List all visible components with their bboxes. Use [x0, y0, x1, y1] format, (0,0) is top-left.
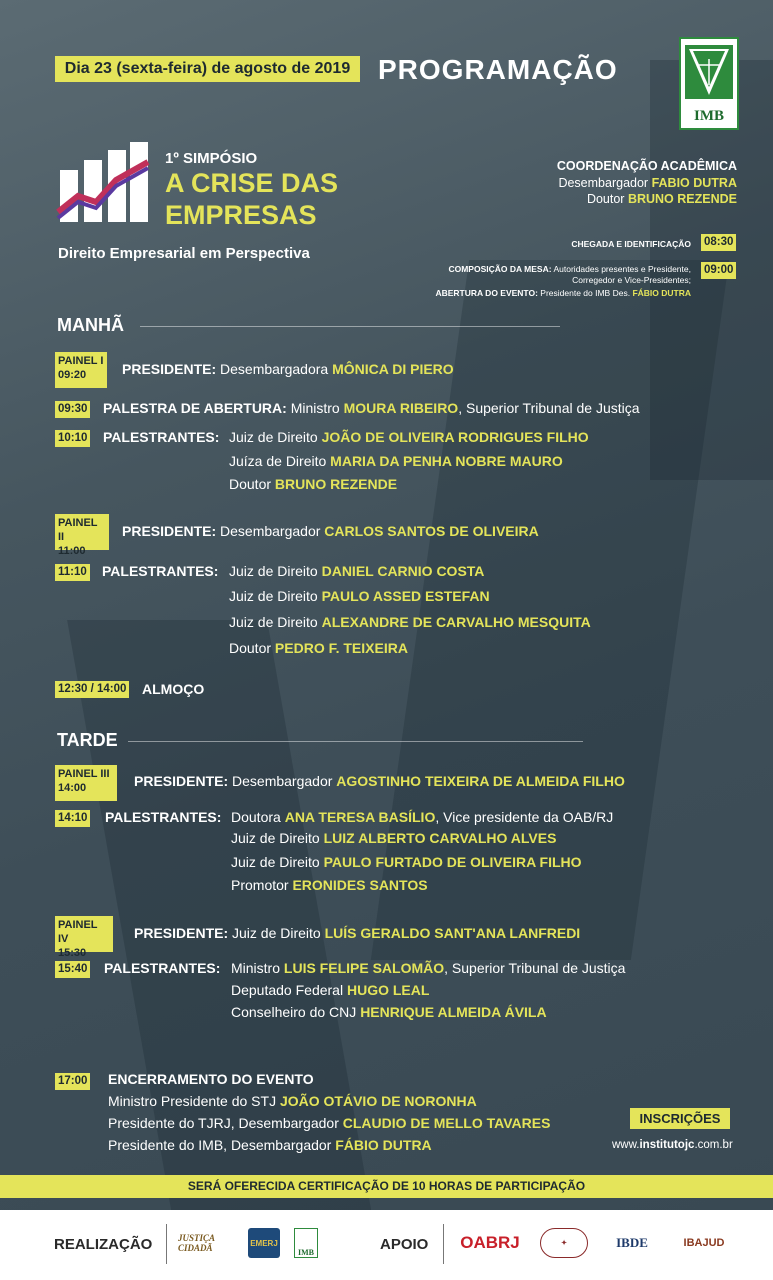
lunch-row	[142, 681, 204, 697]
row-label: ENCERRAMENTO DO EVENTO	[108, 1071, 314, 1087]
row-role: Juiz de Direito	[229, 563, 318, 579]
mesa-composition	[448, 264, 691, 286]
symposium-logo-icon	[56, 140, 151, 232]
opening-label: ABERTURA DO EVENTO:	[435, 288, 538, 298]
row-label: PALESTRANTES:	[105, 809, 222, 825]
panel-badge	[55, 916, 113, 959]
panel-badge-label: PAINEL II	[58, 517, 98, 543]
ibde-logo: IBDE	[616, 1235, 648, 1250]
speaker-row	[229, 588, 490, 604]
speaker-row	[231, 854, 582, 870]
row-role: Doutor	[229, 640, 272, 656]
panel-badge-time: 11:00	[58, 545, 86, 557]
coordination-name: BRUNO REZENDE	[627, 192, 737, 206]
event-subtitle: Direito Empresarial em Perspectiva	[58, 245, 310, 262]
arrival-time-badge: 08:30	[701, 234, 736, 251]
link-suffix: .com.br	[694, 1139, 733, 1151]
row-name: ANA TERESA BASÍLIO	[284, 809, 436, 825]
row-label: PALESTRANTES:	[102, 563, 219, 579]
row-label: PRESIDENTE:	[122, 523, 217, 539]
speaker-row	[231, 982, 429, 998]
row-role: Doutor	[229, 476, 272, 492]
row-name: PAULO FURTADO DE OLIVEIRA FILHO	[323, 854, 582, 870]
row-suffix: , Vice presidente da OAB/RJ	[435, 809, 614, 825]
row-role: Ministro Presidente do STJ	[108, 1093, 277, 1109]
emerj-logo: EMERJ	[248, 1228, 280, 1258]
row-name: FÁBIO DUTRA	[335, 1137, 432, 1153]
section-morning: MANHÃ	[57, 315, 124, 335]
coordination-role: Doutor	[586, 192, 625, 206]
panel-badge-label: PAINEL I	[58, 355, 104, 367]
row-label: PRESIDENTE:	[134, 773, 229, 789]
row-name: HENRIQUE ALMEIDA ÁVILA	[360, 1004, 547, 1020]
row-label: ALMOÇO	[142, 681, 205, 697]
row-role: Presidente do TJRJ, Desembargador	[108, 1115, 339, 1131]
speaker-row	[231, 809, 613, 825]
panel-president-row	[122, 523, 539, 539]
row-name: MOURA RIBEIRO	[343, 400, 459, 416]
mesa-text: Autoridades presentes e Presidente,	[553, 264, 691, 274]
row-label: PALESTRA DE ABERTURA:	[103, 400, 287, 416]
panel-badge-time: 14:00	[58, 782, 87, 794]
row-name: JOÃO DE OLIVEIRA RODRIGUES FILHO	[321, 429, 589, 445]
section-divider	[128, 741, 583, 742]
coordination-title: COORDENAÇÃO ACADÊMICA	[556, 159, 737, 173]
row-role: Ministro	[231, 960, 281, 976]
imb-logo	[679, 37, 739, 130]
row-role: Doutora	[231, 809, 281, 825]
speaker-row	[231, 877, 428, 893]
row-role: Juiz de Direito	[229, 614, 318, 630]
oabrj-logo: OABRJ	[460, 1233, 520, 1252]
speaker-row	[231, 960, 625, 976]
speakers-label	[104, 960, 220, 976]
realizacao-label: REALIZAÇÃO	[54, 1236, 153, 1253]
row-name: MARIA DA PENHA NOBRE MAURO	[330, 453, 563, 469]
row-role: Juiz de Direito	[229, 429, 318, 445]
row-name: PEDRO F. TEIXEIRA	[274, 640, 408, 656]
row-role: Juiz de Direito	[231, 830, 320, 846]
opening-event	[435, 288, 691, 299]
row-role: Desembargadora	[220, 361, 329, 377]
speaker-row	[229, 640, 408, 656]
row-label: PRESIDENTE:	[134, 925, 229, 941]
time-badge: 09:30	[55, 401, 90, 418]
apoio-label: APOIO	[380, 1236, 429, 1253]
speakers-label	[105, 809, 221, 825]
panel-badge-label: PAINEL III	[58, 768, 110, 780]
row-role: Conselheiro do CNJ	[231, 1004, 357, 1020]
closing-row	[108, 1115, 550, 1131]
time-badge: 17:00	[55, 1073, 90, 1090]
row-role: Ministro	[290, 400, 340, 416]
row-name: AGOSTINHO TEIXEIRA DE ALMEIDA FILHO	[336, 773, 625, 789]
panel-president-row	[134, 773, 625, 789]
speaker-row	[229, 476, 397, 492]
row-role: Juíza de Direito	[229, 453, 327, 469]
imb-footer-logo: IMB	[294, 1228, 318, 1258]
sponsors-footer	[0, 1210, 773, 1280]
event-title-line2: EMPRESAS	[165, 200, 317, 230]
row-name: JOÃO OTÁVIO DE NORONHA	[279, 1093, 477, 1109]
time-badge: 12:30 / 14:00	[55, 681, 129, 698]
row-role: Desembargador	[232, 773, 333, 789]
row-role: Juiz de Direito	[229, 588, 318, 604]
row-name: LUIZ ALBERTO CARVALHO ALVES	[323, 830, 557, 846]
closing-row	[108, 1137, 432, 1153]
row-name: PAULO ASSED ESTEFAN	[321, 588, 490, 604]
row-role: Juiz de Direito	[232, 925, 321, 941]
arrival-label: CHEGADA E IDENTIFICAÇÃO	[571, 239, 691, 249]
speakers-label	[103, 429, 219, 445]
speaker-row	[229, 453, 563, 469]
row-role: Promotor	[231, 877, 289, 893]
imb-logo-text: IMB	[694, 108, 724, 124]
time-badge: 15:40	[55, 961, 90, 978]
time-badge: 11:10	[55, 564, 90, 581]
row-suffix: , Superior Tribunal de Justiça	[444, 960, 626, 976]
row-name: CARLOS SANTOS DE OLIVEIRA	[324, 523, 539, 539]
seal-logo-icon: ✦	[540, 1228, 588, 1258]
row-role: Desembargador	[220, 523, 321, 539]
row-label: PALESTRANTES:	[103, 429, 220, 445]
opening-text: Presidente do IMB Des.	[540, 288, 631, 298]
event-date-badge: Dia 23 (sexta-feira) de agosto de 2019	[55, 56, 360, 82]
footer-divider	[443, 1224, 444, 1264]
panel-president-row	[134, 925, 580, 941]
section-afternoon: TARDE	[57, 730, 118, 750]
certification-banner: SERÁ OFERECIDA CERTIFICAÇÃO DE 10 HORAS DE PARTICIPAÇÃO	[0, 1175, 773, 1198]
closing-title-row	[108, 1071, 314, 1087]
row-name: DANIEL CARNIO COSTA	[321, 563, 485, 579]
row-role: Juiz de Direito	[231, 854, 320, 870]
registration-badge[interactable]: INSCRIÇÕES	[630, 1108, 730, 1129]
row-name: LUIS FELIPE SALOMÃO	[283, 960, 445, 976]
panel-badge	[55, 765, 117, 801]
coordination-role: Desembargador	[558, 175, 649, 190]
panel-badge-label: PAINEL IV	[58, 919, 98, 945]
speaker-row	[229, 614, 591, 630]
section-divider	[140, 326, 560, 327]
panel-badge	[55, 514, 109, 557]
footer-divider	[166, 1224, 167, 1264]
mesa-text: Corregedor e Vice-Presidentes;	[572, 275, 691, 285]
closing-row	[108, 1093, 477, 1109]
event-title-line1: A CRISE DAS	[165, 168, 339, 198]
opening-lecture-row	[103, 400, 640, 416]
row-name: ERONIDES SANTOS	[292, 877, 428, 893]
panel-badge	[55, 352, 107, 388]
row-name: CLAUDIO DE MELLO TAVARES	[342, 1115, 551, 1131]
panel-badge-time: 15:30	[58, 947, 87, 959]
row-name: MÔNICA DI PIERO	[332, 361, 454, 377]
row-name: HUGO LEAL	[346, 982, 430, 998]
row-suffix: , Superior Tribunal de Justiça	[458, 400, 640, 416]
page-title: PROGRAMAÇÃO	[378, 54, 618, 85]
panel-badge-time: 09:20	[58, 369, 87, 381]
speaker-row	[229, 429, 589, 445]
coordination-name: FABIO DUTRA	[651, 175, 737, 190]
speakers-label	[102, 563, 218, 579]
registration-link[interactable]	[612, 1139, 733, 1151]
academic-coordination	[557, 158, 737, 208]
link-domain: institutojc	[639, 1139, 695, 1151]
panel-president-row	[122, 361, 454, 377]
row-name: BRUNO REZENDE	[274, 476, 398, 492]
mesa-time-badge: 09:00	[701, 262, 736, 279]
row-label: PRESIDENTE:	[122, 361, 217, 377]
link-prefix: www.	[612, 1139, 640, 1151]
row-name: ALEXANDRE DE CARVALHO MESQUITA	[321, 614, 591, 630]
row-role: Deputado Federal	[231, 982, 344, 998]
justica-cidada-logo: JUSTIÇA CIDADÃ	[178, 1233, 215, 1253]
time-badge: 10:10	[55, 430, 90, 447]
mesa-label: COMPOSIÇÃO DA MESA:	[448, 264, 552, 274]
row-role: Presidente do IMB, Desembargador	[108, 1137, 332, 1153]
row-label: PALESTRANTES:	[104, 960, 221, 976]
imb-emblem-icon	[681, 41, 737, 103]
speaker-row	[229, 563, 484, 579]
event-edition: 1º SIMPÓSIO	[165, 150, 258, 167]
time-badge: 14:10	[55, 810, 90, 827]
speaker-row	[231, 1004, 547, 1020]
ibajud-logo: IBAJUD	[683, 1237, 725, 1249]
row-name: LUÍS GERALDO SANT'ANA LANFREDI	[324, 925, 581, 941]
speaker-row	[231, 830, 556, 846]
opening-name: FÁBIO DUTRA	[632, 288, 691, 298]
